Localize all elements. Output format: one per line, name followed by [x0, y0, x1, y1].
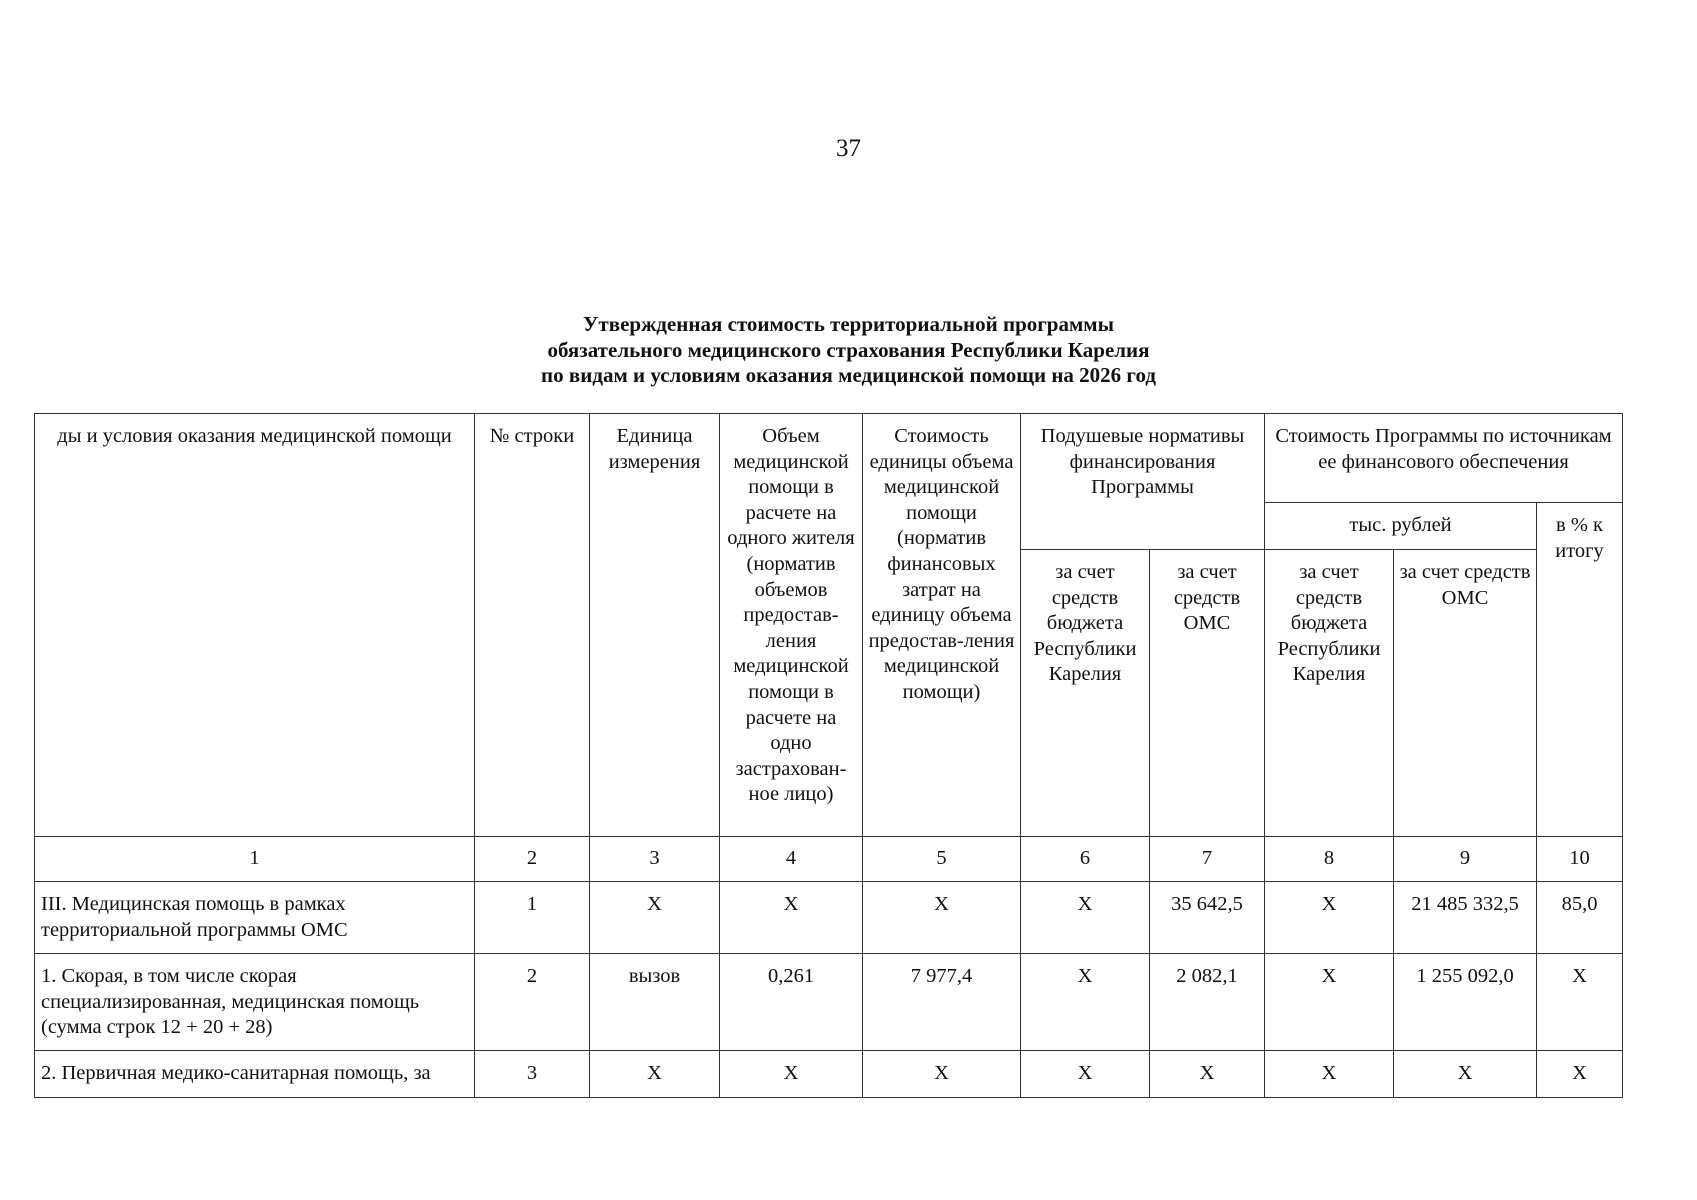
table-row: [35, 954, 1623, 1051]
row-unit-cost: Х: [863, 882, 1021, 954]
header-percent-of-total: в % к итогу: [1537, 503, 1623, 837]
title-line-2: обязательного медицинского страхования Республики Карелия: [547, 337, 1150, 362]
row-cost-budget: Х: [1265, 954, 1394, 1051]
row-percapita-oms: 35 642,5: [1150, 882, 1265, 954]
title-line-1: Утвержденная стоимость территориальной программы: [583, 312, 1114, 336]
row-unit: Х: [590, 882, 720, 954]
row-percapita-budget: Х: [1021, 1051, 1150, 1098]
row-cost-budget: Х: [1265, 882, 1394, 954]
table-row: [35, 1051, 1623, 1098]
header-percapita-budget: за счет средств бюджета Республики Карелия: [1021, 550, 1150, 837]
header-volume: Объем медицинской помощи в расчете на одного жителя (норматив объемов предостав-ления медицинской помощи в расчете на одно застрахован-ное лицо): [720, 414, 863, 837]
column-number-row: [35, 837, 1623, 882]
column-number: 8: [1265, 837, 1394, 882]
row-service-name: III. Медицинская помощь в рамках территориальной программы ОМС: [35, 882, 475, 954]
header-service-type: ды и условия оказания медицинской помощи: [35, 414, 475, 837]
document-title: [0, 312, 1697, 389]
row-service-name: 1. Скорая, в том числе скорая специализированная, медицинская помощь (сумма строк 12 + 20 + 28): [35, 954, 475, 1051]
column-number: 9: [1394, 837, 1537, 882]
row-percapita-oms: 2 082,1: [1150, 954, 1265, 1051]
column-number: 10: [1537, 837, 1623, 882]
row-percapita-oms: Х: [1150, 1051, 1265, 1098]
header-cost-budget: за счет средств бюджета Республики Карелия: [1265, 550, 1394, 837]
header-per-capita-group: Подушевые нормативы финансирования Программы: [1021, 414, 1265, 550]
row-unit-cost: Х: [863, 1051, 1021, 1098]
program-cost-table: [34, 413, 1623, 1098]
row-percent: Х: [1537, 954, 1623, 1051]
column-number: 5: [863, 837, 1021, 882]
column-number: 4: [720, 837, 863, 882]
row-service-name: 2. Первичная медико-санитарная помощь, за: [35, 1051, 475, 1098]
row-line-number: 3: [475, 1051, 590, 1098]
column-number: 7: [1150, 837, 1265, 882]
row-unit-cost: 7 977,4: [863, 954, 1021, 1051]
row-line-number: 1: [475, 882, 590, 954]
header-thousand-rubles: тыс. рублей: [1265, 503, 1537, 550]
row-cost-oms: 21 485 332,5: [1394, 882, 1537, 954]
row-cost-budget: Х: [1265, 1051, 1394, 1098]
row-volume: Х: [720, 882, 863, 954]
row-percent: 85,0: [1537, 882, 1623, 954]
row-percapita-budget: Х: [1021, 882, 1150, 954]
title-line-3: по видам и условиям оказания медицинской помощи на 2026 год: [541, 363, 1156, 387]
row-volume: 0,261: [720, 954, 863, 1051]
row-percent: Х: [1537, 1051, 1623, 1098]
header-unit-cost: Стоимость единицы объема медицинской помощи (норматив финансовых затрат на единицу объема предостав-ления медицинской помощи): [863, 414, 1021, 837]
header-cost-oms: за счет средств ОМС: [1394, 550, 1537, 837]
row-percapita-budget: Х: [1021, 954, 1150, 1051]
header-row-1: [35, 414, 1623, 503]
header-unit: Единица измерения: [590, 414, 720, 837]
header-line-number: № строки: [475, 414, 590, 837]
row-unit: вызов: [590, 954, 720, 1051]
column-number: 1: [35, 837, 475, 882]
table-row: [35, 882, 1623, 954]
page-number: 37: [836, 135, 861, 162]
column-number: 6: [1021, 837, 1150, 882]
header-percapita-oms: за счет средств ОМС: [1150, 550, 1265, 837]
row-unit: Х: [590, 1051, 720, 1098]
row-cost-oms: Х: [1394, 1051, 1537, 1098]
row-cost-oms: 1 255 092,0: [1394, 954, 1537, 1051]
row-line-number: 2: [475, 954, 590, 1051]
column-number: 3: [590, 837, 720, 882]
header-program-cost-group: Стоимость Программы по источникам ее финансового обеспечения: [1265, 414, 1623, 503]
column-number: 2: [475, 837, 590, 882]
row-volume: Х: [720, 1051, 863, 1098]
